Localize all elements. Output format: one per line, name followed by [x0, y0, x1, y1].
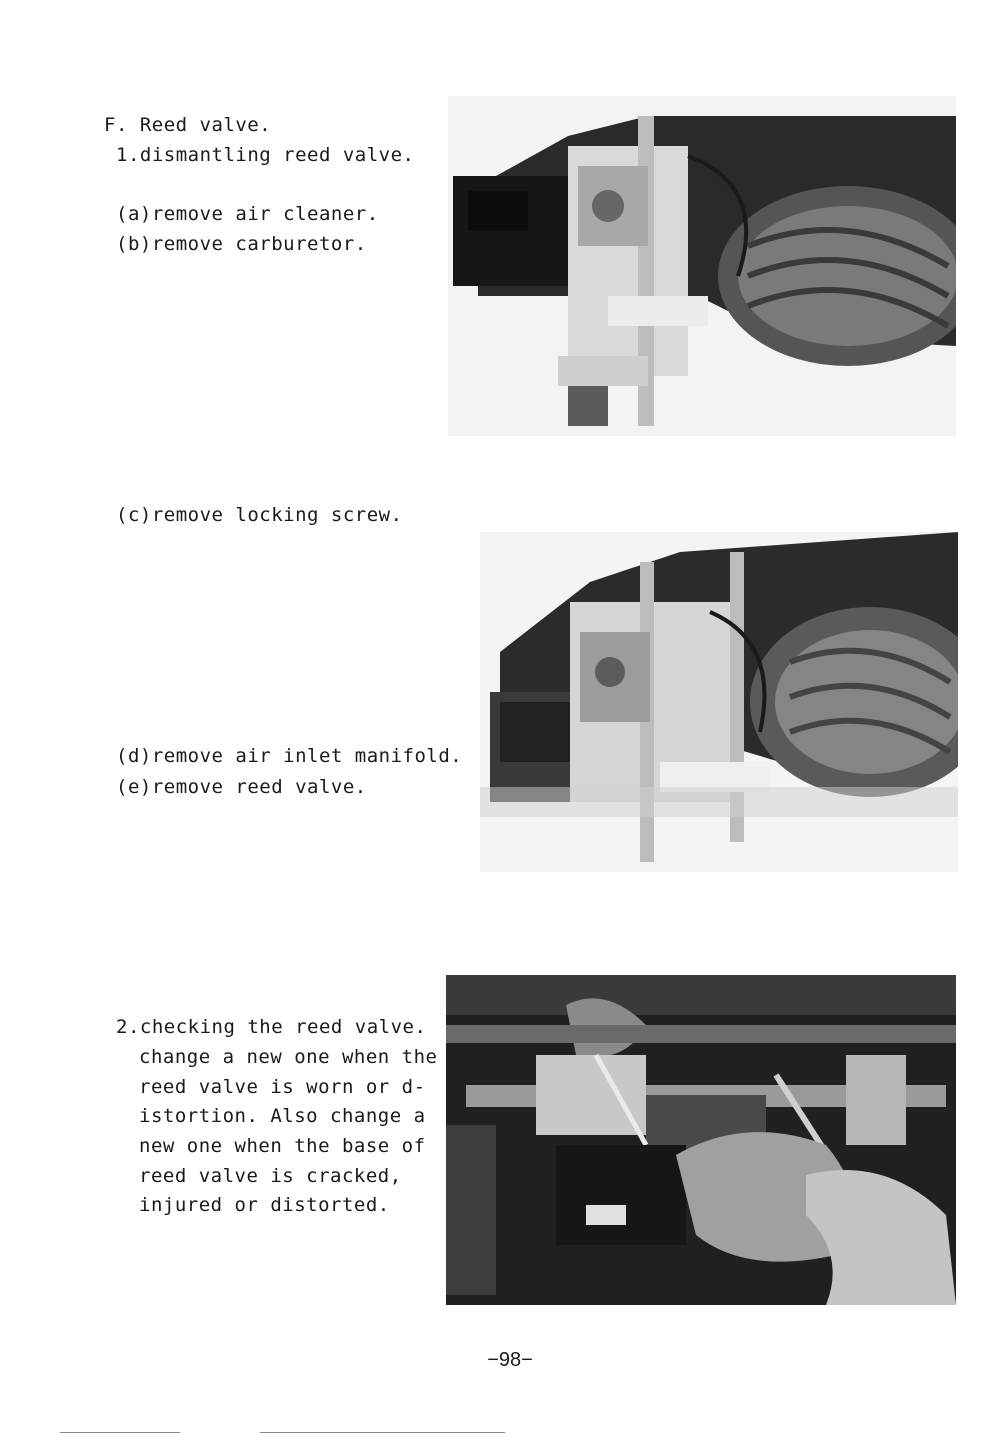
- step1-title: 1.dismantling reed valve.: [116, 144, 415, 166]
- step2-line-6: reed valve is cracked,: [139, 1165, 402, 1187]
- step-a-text: (a)remove air cleaner.: [116, 203, 379, 225]
- photo-air-cleaner-carburetor: [448, 96, 956, 436]
- section-title: F. Reed valve.: [104, 114, 272, 136]
- photo-1-image: [448, 96, 956, 436]
- step2-line-5: new one when the base of: [139, 1135, 426, 1157]
- step2-line-1: 2.checking the reed valve.: [116, 1016, 427, 1038]
- photo-3-image: [446, 975, 956, 1305]
- step2-line-2: change a new one when the: [139, 1046, 438, 1068]
- step-d-text: (d)remove air inlet manifold.: [116, 745, 463, 767]
- photo-locking-screw-manifold: [480, 532, 958, 872]
- step2-line-3: reed valve is worn or d-: [139, 1076, 426, 1098]
- step-e-text: (e)remove reed valve.: [116, 776, 367, 798]
- photo-2-image: [480, 532, 958, 872]
- step-c-text: (c)remove locking screw.: [116, 504, 403, 526]
- footer-rule-right: [260, 1432, 505, 1433]
- step-b-text: (b)remove carburetor.: [116, 233, 367, 255]
- step2-line-4: istortion. Also change a: [139, 1105, 426, 1127]
- page-number: −98−: [487, 1349, 533, 1371]
- footer-rule-left: [60, 1432, 180, 1433]
- step2-line-7: injured or distorted.: [139, 1194, 390, 1216]
- photo-reed-valve-inspection: [446, 975, 956, 1305]
